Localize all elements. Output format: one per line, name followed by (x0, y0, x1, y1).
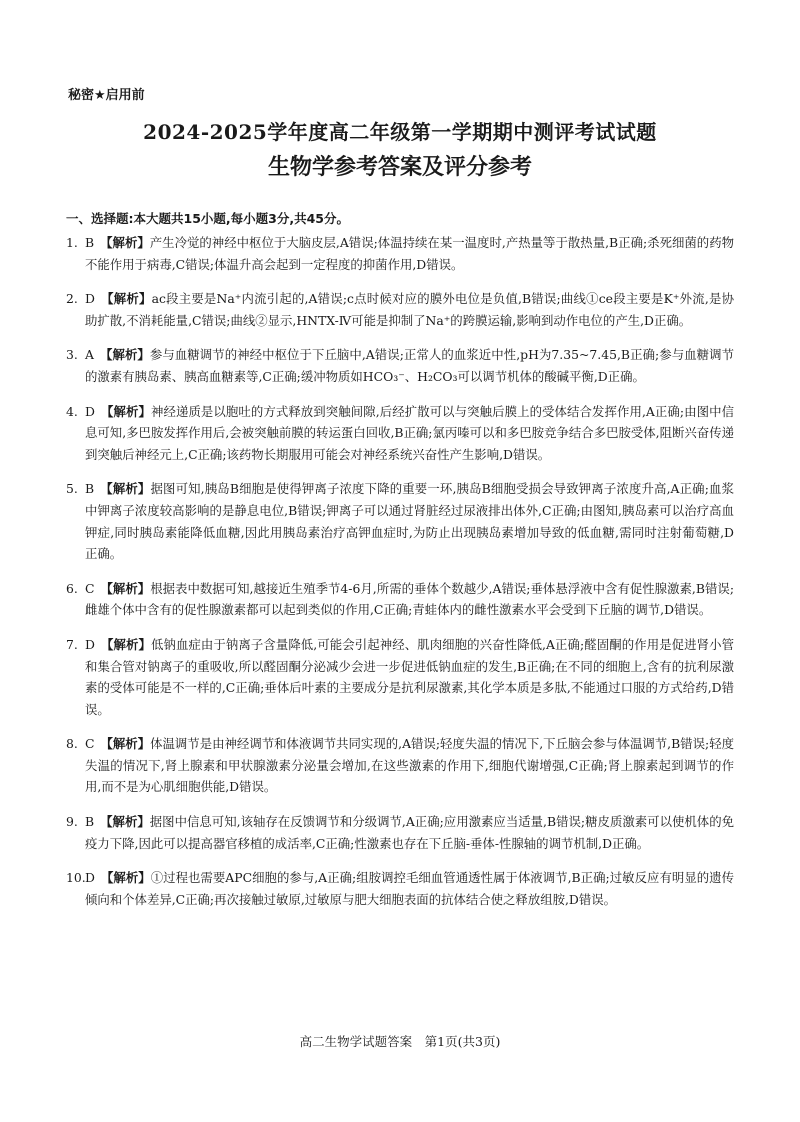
analysis-tag: 【解析】 (100, 580, 151, 596)
question-number: 3. (66, 347, 78, 363)
answer-list (66, 232, 734, 923)
analysis-tag: 【解析】 (100, 870, 151, 886)
question-number: 8. (66, 736, 78, 752)
confidential-label: 秘密★启用前 (68, 88, 145, 103)
answer-letter: D (85, 403, 95, 419)
answer-item (66, 344, 734, 387)
answer-item (66, 634, 734, 720)
page-footer: 高二生物学试题答案 第1页(共3页) (299, 1034, 501, 1049)
exam-title: 2024-2025学年度高二年级第一学期期中测评考试试题 (143, 120, 657, 144)
answer-letter: C (85, 736, 95, 752)
answer-key-subtitle: 生物学参考答案及评分参考 (267, 155, 532, 180)
analysis-text: 神经递质是以胞吐的方式释放到突触间隙,后经扩散可以与突触后膜上的受体结合发挥作用,A正确;由图中信息可知,多巴胺发挥作用后,会被突触前膜的转运蛋白回收,B正确;氯丙嗪可以和多巴胺竞争结合多巴胺受体,阻断兴奋传递到突触后神经元上,C正确;该药物长期服用可能会对神经系统兴奋性产生影响,D错误。 (85, 403, 735, 462)
answer-letter: D (85, 636, 95, 652)
question-number: 2. (66, 291, 78, 307)
answer-letter: B (85, 235, 95, 250)
analysis-tag: 【解析】 (100, 403, 151, 419)
answer-letter: C (85, 580, 95, 596)
question-number: 9. (66, 814, 78, 830)
analysis-text: 根据表中数据可知,越接近生殖季节4-6月,所需的垂体个数越少,A错误;垂体悬浮液中含有促性腺激素,B错误;雌雄个体中含有的促性腺激素都可以起到类似的作用,C正确;青蛙体内的雌性激素水平会受到下丘脑的调节,D错误。 (85, 580, 734, 618)
analysis-tag: 【解析】 (100, 636, 151, 652)
analysis-text: ①过程也需要APC细胞的参与,A正确;组胺调控毛细血管通透性属于体液调节,B正确;过敏反应有明显的遗传倾向和个体差异,C正确;再次接触过敏原,过敏原与肥大细胞表面的抗体结合使之释放组胺,D错误。 (85, 870, 735, 907)
question-number: 10. (66, 870, 86, 886)
section-heading: 一、选择题:本大题共15小题,每小题3分,共45分。 (66, 211, 349, 226)
analysis-text: 产生冷觉的神经中枢位于大脑皮层,A错误;体温持续在某一温度时,产热量等于散热量,B正确;杀死细菌的药物不能作用于病毒,C错误;体温升高会起到一定程度的抑菌作用,D错误。 (85, 235, 735, 272)
answer-item (66, 578, 734, 621)
analysis-text: 据图中信息可知,该轴存在反馈调节和分级调节,A正确;应用激素应当适量,B错误;糖皮质激素可以使机体的免疫力下降,因此可以提高器官移植的成活率,C正确;性激素也存在下丘脑-垂体-性腺轴的调节机制,D正确。 (85, 814, 735, 851)
answer-item (66, 811, 734, 854)
analysis-text: ac段主要是Na⁺内流引起的,A错误;c点时候对应的膜外电位是负值,B错误;曲线①ce段主要是K⁺外流,是协助扩散,不消耗能量,C错误;曲线②显示,HNTX-Ⅳ可能是抑制了Na⁺的跨膜运输,影响到动作电位的产生,D正确。 (85, 291, 735, 328)
answer-letter: B (85, 481, 95, 497)
answer-letter: D (85, 870, 95, 886)
answer-letter: D (85, 291, 95, 307)
analysis-tag: 【解析】 (100, 736, 151, 752)
question-number: 1. (66, 235, 78, 250)
answer-item (66, 232, 734, 275)
answer-letter: A (85, 347, 94, 363)
analysis-tag: 【解析】 (100, 814, 150, 830)
question-number: 5. (66, 481, 78, 497)
analysis-tag: 【解析】 (99, 347, 150, 363)
answer-item (66, 401, 734, 466)
answer-item (66, 733, 734, 798)
analysis-tag: 【解析】 (100, 291, 152, 307)
analysis-tag: 【解析】 (100, 481, 151, 497)
analysis-tag: 【解析】 (100, 235, 150, 250)
answer-item (66, 288, 734, 331)
answer-item (66, 478, 734, 564)
question-number: 6. (66, 580, 78, 596)
answer-item (66, 867, 734, 910)
analysis-text: 据图可知,胰岛B细胞是使得钾离子浓度下降的重要一环,胰岛B细胞受损会导致钾离子浓度升高,A正确;血浆中钾离子浓度较高影响的是静息电位,B错误;钾离子可以通过肾脏经过尿液排出体外,C正确;由图知,胰岛素可以治疗高血钾症,同时胰岛素能降低血糖,因此用胰岛素治疗高钾血症时,为防止出现胰岛素增加导致的低血糖,需同时注射葡萄糖,D正确。 (85, 481, 734, 562)
answer-letter: B (85, 814, 95, 830)
analysis-text: 体温调节是由神经调节和体液调节共同实现的,A错误;轻度失温的情况下,下丘脑会参与体温调节,B错误;轻度失温的情况下,肾上腺素和甲状腺激素分泌量会增加,在这些激素的作用下,细胞代谢增强,C正确;肾上腺素起到调节的作用,而不是为心肌细胞供能,D错误。 (85, 736, 735, 795)
question-number: 7. (66, 636, 78, 652)
analysis-text: 参与血糖调节的神经中枢位于下丘脑中,A错误;正常人的血浆近中性,pH为7.35~7.45,B正确;参与血糖调节的激素有胰岛素、胰高血糖素等,C正确;缓冲物质如HCO₃⁻、H₂CO₃可以调节机体的酸碱平衡,D正确。 (85, 347, 735, 384)
analysis-text: 低钠血症由于钠离子含量降低,可能会引起神经、肌肉细胞的兴奋性降低,A正确;醛固酮的作用是促进肾小管和集合管对钠离子的重吸收,所以醛固酮分泌减少会进一步促进低钠血症的发生,B正确;在不同的细胞上,含有的抗利尿激素的受体可能是不一样的,C正确;垂体后叶素的主要成分是抗利尿激素,其化学本质是多肽,不能通过口服的方式给药,D错误。 (85, 636, 735, 717)
question-number: 4. (66, 403, 78, 419)
